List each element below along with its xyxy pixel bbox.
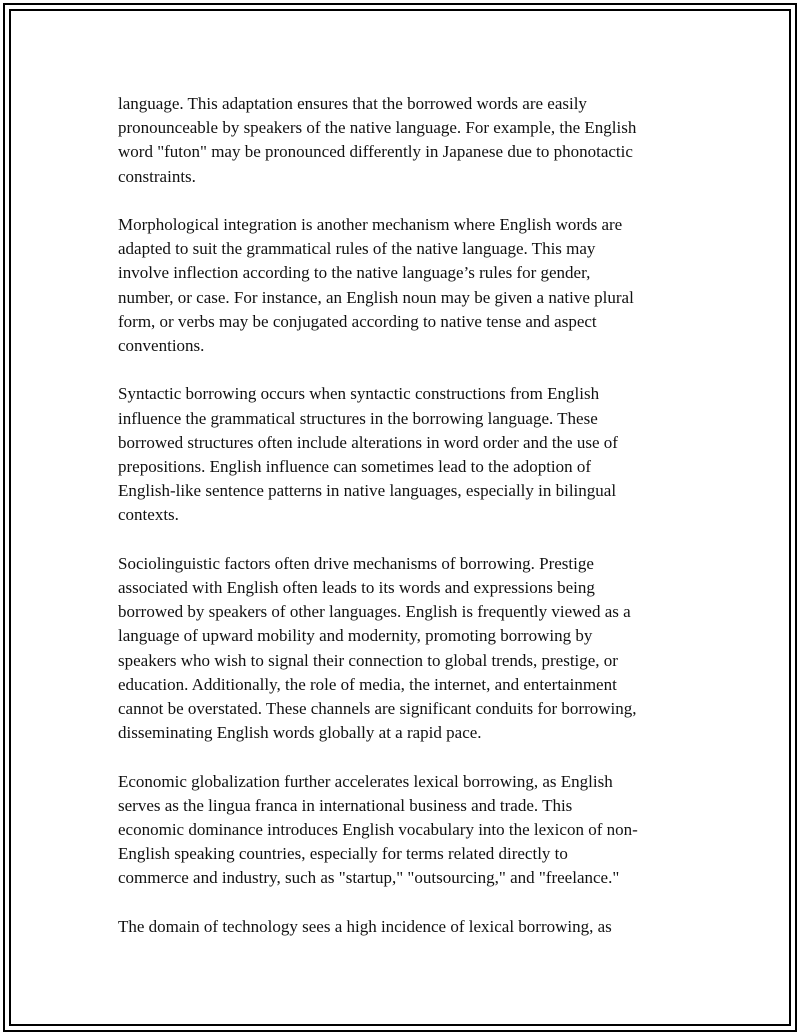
paragraph-economic-globalization: Economic globalization further accelerates lexical borrowing, as English serves as the lingua franca in international business and trade. This economic dominance introduces English vocabulary into the lexicon of non- English speaking countries, especially for terms related directly to commerce and industry, such as "startup," "outsourcing," and "freelance." <box>118 771 638 888</box>
paragraph-phonological-adaptation: language. This adaptation ensures that the borrowed words are easily pronounceable by speakers of the native language. For example, the English word "futon" may be pronounced differently in Japanese due to phonotactic constraints. <box>118 94 637 186</box>
document-body <box>118 92 698 963</box>
paragraph-morphological-integration: Morphological integration is another mechanism where English words are adapted to suit the grammatical rules of the native language. This may involve inflection according to the native language’s rules for gender, number, or case. For instance, an English noun may be given a native plural form, or verbs may be conjugated according to native tense and aspect conventions. <box>118 215 634 356</box>
paragraph-technology-domain: The domain of technology sees a high incidence of lexical borrowing, as <box>118 916 612 936</box>
paragraph-sociolinguistic-factors: Sociolinguistic factors often drive mechanisms of borrowing. Prestige associated with English often leads to its words and expressions being borrowed by speakers of other languages. English is frequently viewed as a language of upward mobility and modernity, promoting borrowing by speakers who wish to signal their connection to global trends, prestige, or education. Additionally, the role of media, the internet, and entertainment cannot be overstated. These channels are significant conduits for borrowing, disseminating English words globally at a rapid pace. <box>118 553 637 743</box>
paragraph-syntactic-borrowing: Syntactic borrowing occurs when syntactic constructions from English influence the grammatical structures in the borrowing language. These borrowed structures often include alterations in word order and the use of prepositions. English influence can sometimes lead to the adoption of English-like sentence patterns in native languages, especially in bilingual contexts. <box>118 384 618 525</box>
